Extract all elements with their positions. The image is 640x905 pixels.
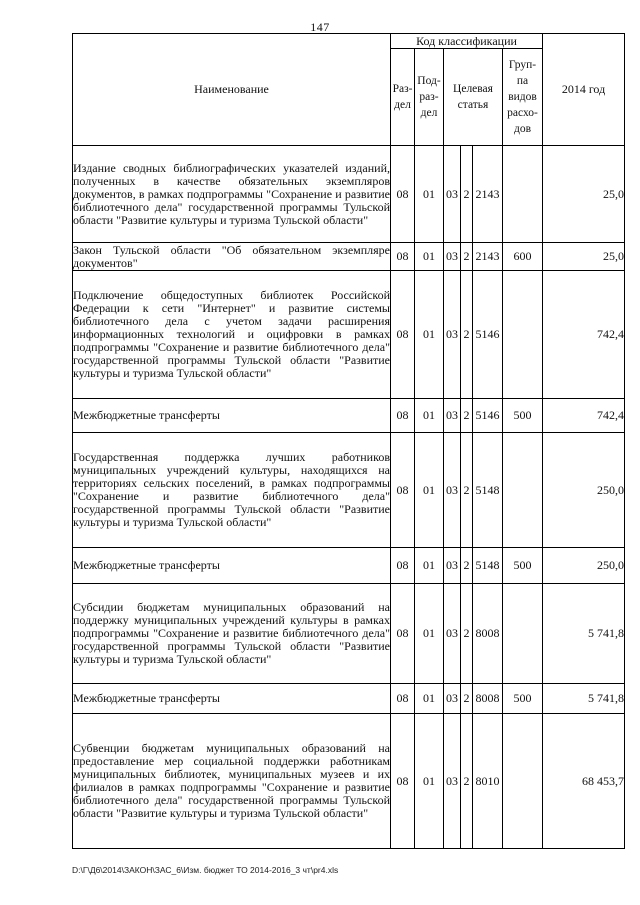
row-article-part3: 8008 [473, 584, 503, 684]
header-expense-group: Груп- па видов расхо- дов [503, 49, 543, 146]
row-subsection: 01 [415, 684, 444, 714]
table-row [73, 243, 625, 271]
row-article-part3: 5146 [473, 399, 503, 433]
row-article-part2: 2 [461, 714, 473, 849]
table-row [73, 714, 625, 849]
row-subsection: 01 [415, 271, 444, 399]
row-article-part1: 03 [444, 146, 461, 243]
row-article-part2: 2 [461, 584, 473, 684]
file-path-footer: D:\Г\Д6\2014\ЗАКОН\ЗАС_6\Изм. бюджет ТО 2014-2016_3 чт\pr4.xls [72, 865, 339, 875]
row-section: 08 [391, 684, 415, 714]
row-article-part2: 2 [461, 399, 473, 433]
row-expense-group: 500 [503, 548, 543, 584]
row-article-part1: 03 [444, 399, 461, 433]
row-article-part2: 2 [461, 243, 473, 271]
row-article-part1: 03 [444, 584, 461, 684]
row-article-part1: 03 [444, 433, 461, 548]
row-expense-group: 600 [503, 243, 543, 271]
row-name: Межбюджетные трансферты [73, 548, 391, 584]
row-subsection: 01 [415, 548, 444, 584]
row-article-part3: 5148 [473, 548, 503, 584]
row-subsection: 01 [415, 243, 444, 271]
header-name: Наименование [73, 34, 391, 146]
row-article-part3: 5146 [473, 271, 503, 399]
row-section: 08 [391, 584, 415, 684]
row-subsection: 01 [415, 146, 444, 243]
header-section: Раз- дел [391, 49, 415, 146]
row-section: 08 [391, 433, 415, 548]
row-name: Субвенции бюджетам муниципальных образований на предоставление мер социальной поддержки работникам муниципальных библиотек, муниципальных музеев и их филиалов в рамках подпрограммы "Сохранение и развитие библиотечного дела" государственной программы Тульской области "Развитие культуры и туризма Тульской области" [73, 714, 391, 849]
row-section: 08 [391, 399, 415, 433]
page-number: 147 [310, 20, 330, 34]
row-section: 08 [391, 271, 415, 399]
row-article-part3: 8008 [473, 684, 503, 714]
row-section: 08 [391, 243, 415, 271]
row-subsection: 01 [415, 714, 444, 849]
row-article-part1: 03 [444, 684, 461, 714]
header-subsection: Под- раз- дел [415, 49, 444, 146]
row-article-part3: 2143 [473, 243, 503, 271]
row-article-part3: 8010 [473, 714, 503, 849]
table-row [73, 399, 625, 433]
row-subsection: 01 [415, 399, 444, 433]
row-name: Государственная поддержка лучших работников муниципальных учреждений культуры, находящихся на территориях сельских поселений, в рамках подпрограммы "Сохранение и развитие библиотечного дела" государственной программы Тульской области "Развитие культуры и туризма Тульской области" [73, 433, 391, 548]
table-row [73, 684, 625, 714]
row-article-part2: 2 [461, 433, 473, 548]
row-subsection: 01 [415, 584, 444, 684]
row-name: Межбюджетные трансферты [73, 684, 391, 714]
row-section: 08 [391, 548, 415, 584]
row-article-part1: 03 [444, 271, 461, 399]
row-expense-group [503, 433, 543, 548]
row-name: Издание сводных библиографических указателей изданий, полученных в качестве обязательных экземпляров документов, в рамках подпрограммы "Сохранение и развитие библиотечного дела" государственной программы Тульской области "Развитие культуры и туризма Тульской области" [73, 146, 391, 243]
header-classification-code: Код классификации [391, 34, 543, 49]
row-article-part1: 03 [444, 548, 461, 584]
row-article-part2: 2 [461, 271, 473, 399]
row-section: 08 [391, 714, 415, 849]
row-amount: 742,4 [543, 271, 625, 399]
row-expense-group [503, 146, 543, 243]
row-amount: 5 741,8 [543, 684, 625, 714]
row-amount: 5 741,8 [543, 584, 625, 684]
row-amount: 25,0 [543, 146, 625, 243]
row-amount: 25,0 [543, 243, 625, 271]
budget-table [72, 33, 625, 849]
row-expense-group: 500 [503, 684, 543, 714]
table-row [73, 271, 625, 399]
row-amount: 250,0 [543, 433, 625, 548]
row-article-part1: 03 [444, 243, 461, 271]
header-year: 2014 год [543, 34, 625, 146]
row-expense-group [503, 584, 543, 684]
row-expense-group [503, 714, 543, 849]
header-row [73, 34, 625, 49]
row-amount: 250,0 [543, 548, 625, 584]
row-article-part2: 2 [461, 684, 473, 714]
row-article-part3: 2143 [473, 146, 503, 243]
table-row [73, 433, 625, 548]
row-article-part2: 2 [461, 146, 473, 243]
row-amount: 742,4 [543, 399, 625, 433]
row-article-part1: 03 [444, 714, 461, 849]
table-row [73, 146, 625, 243]
row-name: Закон Тульской области "Об обязательном экземпляре документов" [73, 242, 390, 270]
row-name: Подключение общедоступных библиотек Российской Федерации к сети "Интернет" и развитие системы библиотечного дела с учетом задачи расширения информационных технологий и оцифровки в рамках подпрограммы "Сохранение и развитие библиотечного дела" государственной программы Тульской области "Развитие культуры и туризма Тульской области" [73, 271, 391, 399]
row-subsection: 01 [415, 433, 444, 548]
row-expense-group [503, 271, 543, 399]
row-name: Субсидии бюджетам муниципальных образований на поддержку муниципальных учреждений культуры в рамках подпрограммы "Сохранение и развитие библиотечного дела" государственной программы Тульской области "Развитие культуры и туризма Тульской области" [73, 584, 391, 684]
row-article-part3: 5148 [473, 433, 503, 548]
row-name: Межбюджетные трансферты [73, 399, 391, 433]
row-article-part2: 2 [461, 548, 473, 584]
row-expense-group: 500 [503, 399, 543, 433]
header-target-article: Целевая статья [444, 49, 503, 146]
table-row [73, 584, 625, 684]
table-row [73, 548, 625, 584]
row-section: 08 [391, 146, 415, 243]
row-amount: 68 453,7 [543, 714, 625, 849]
